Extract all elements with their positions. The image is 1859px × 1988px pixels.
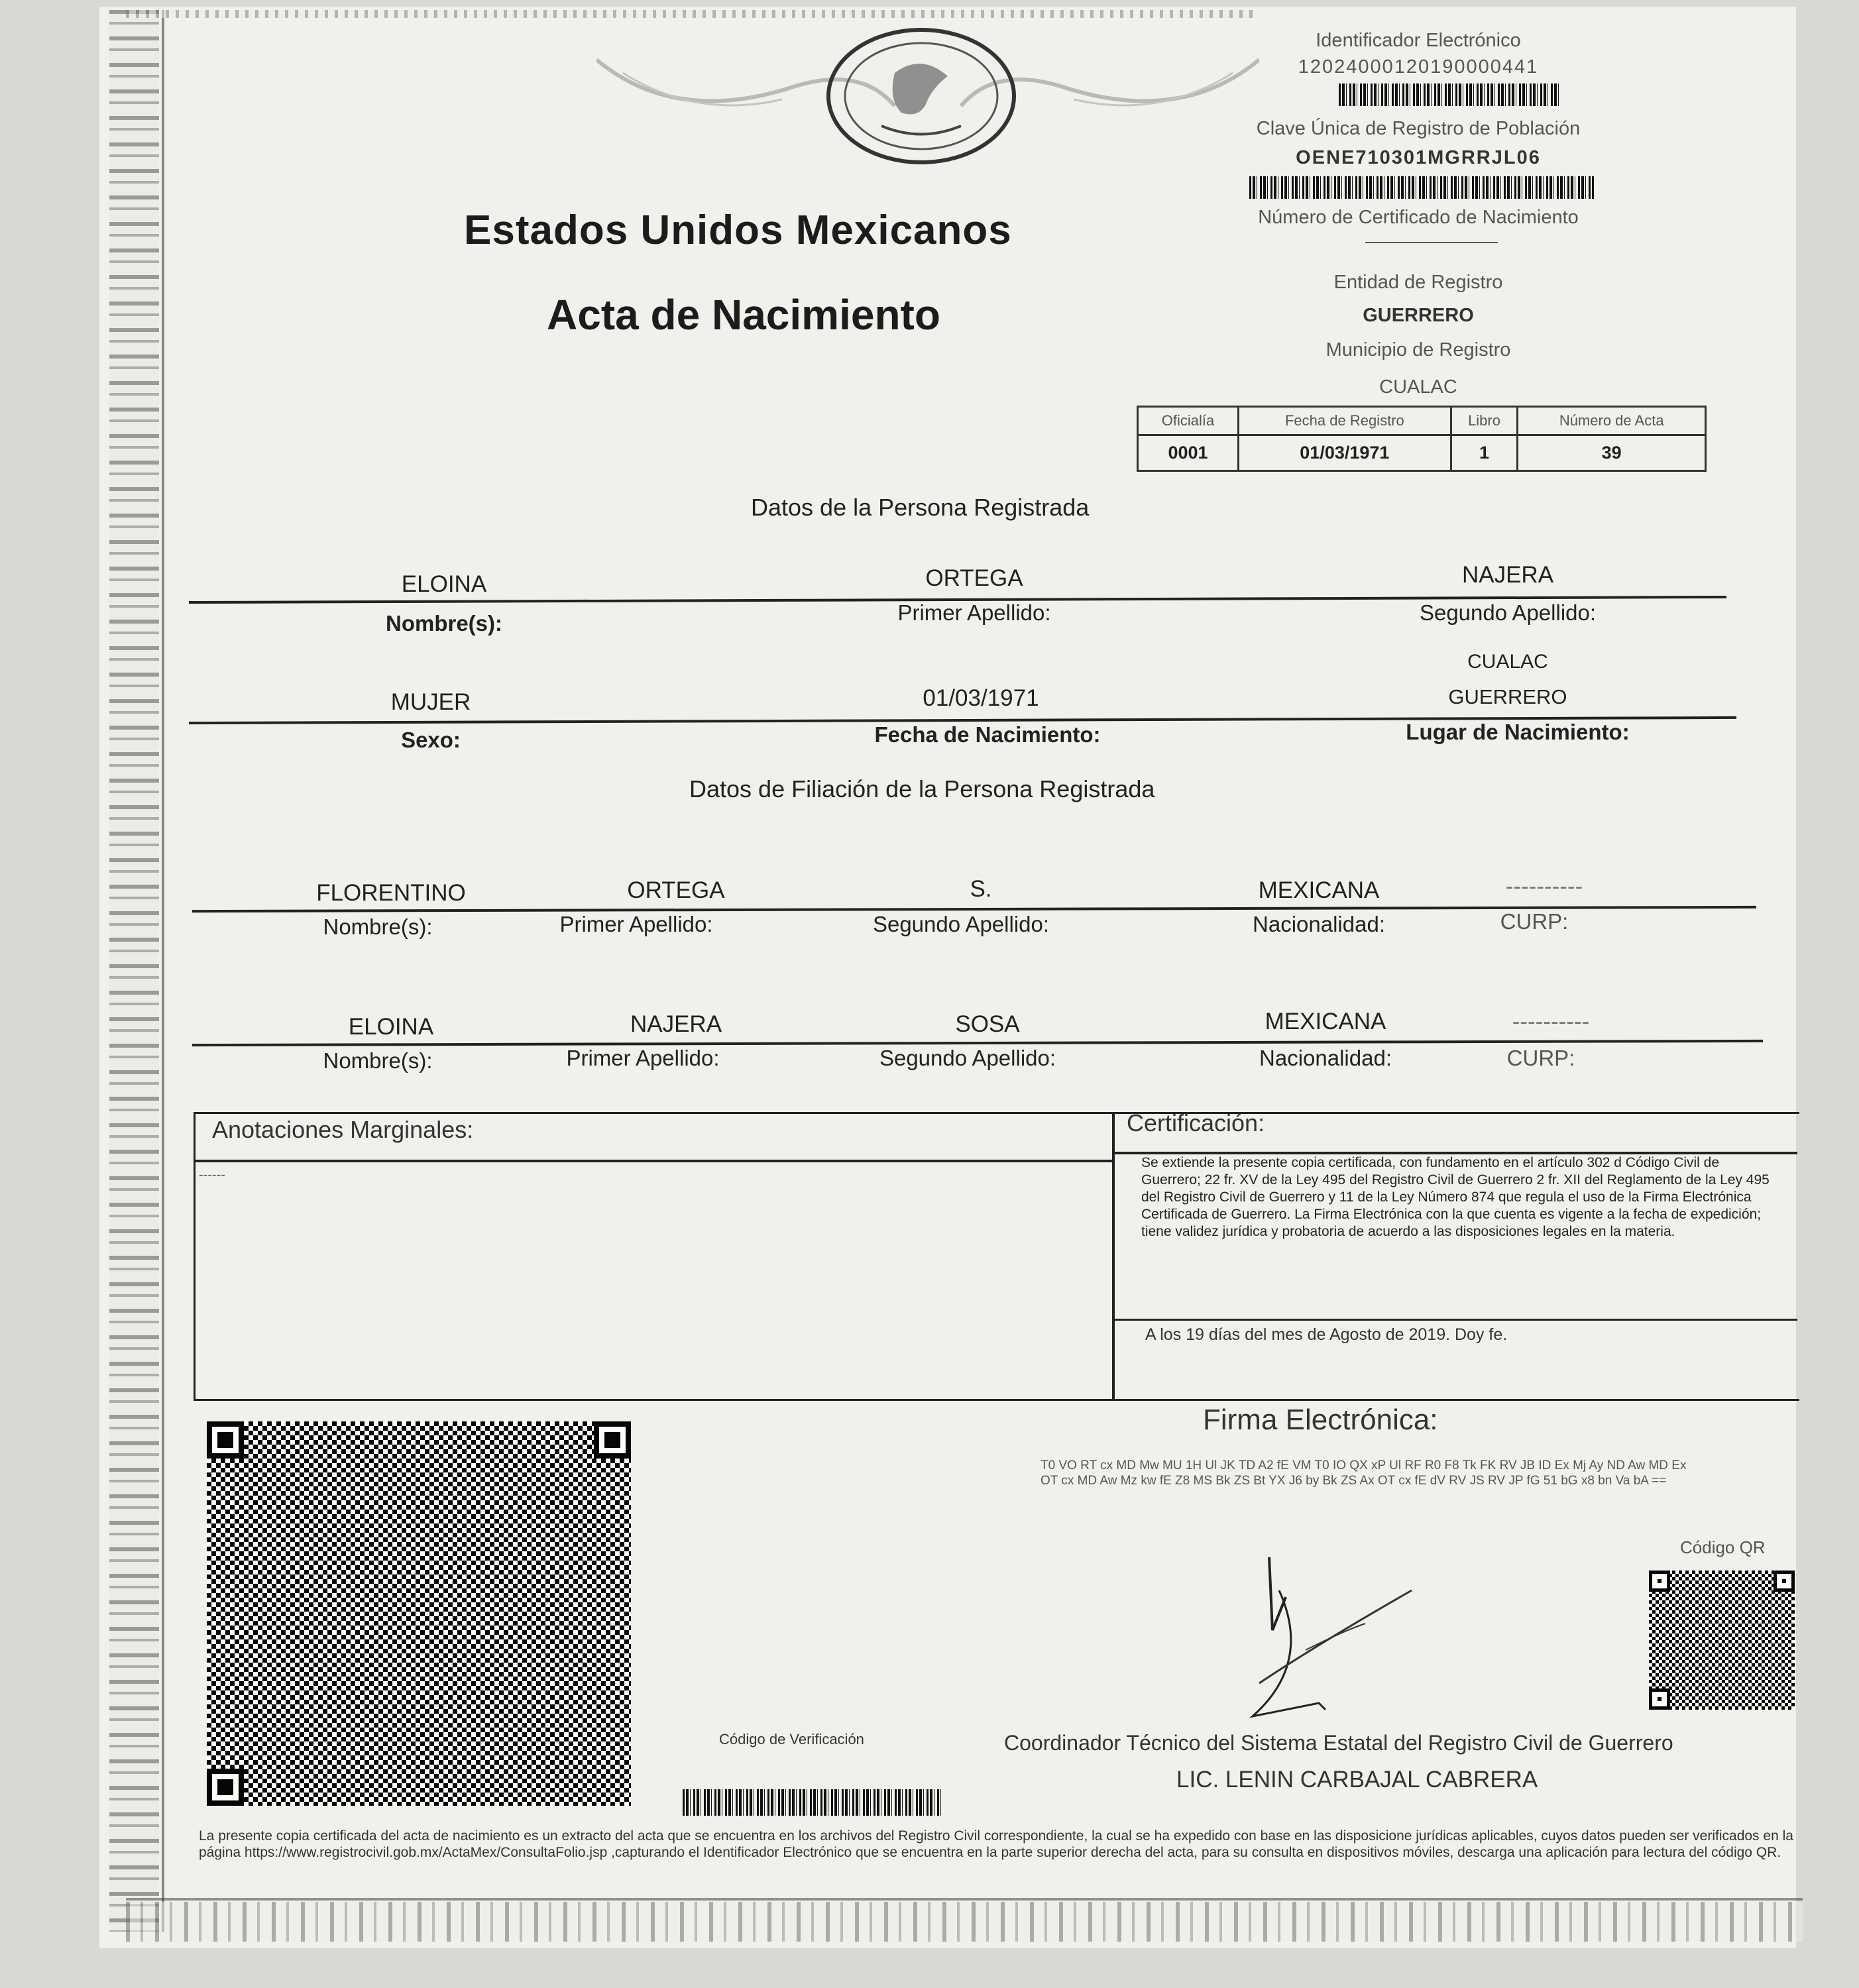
fecha-registro-value: 01/03/1971 bbox=[1239, 435, 1451, 471]
lugar-municipio: CUALAC bbox=[1467, 651, 1548, 673]
qr-finder-pattern bbox=[1649, 1688, 1670, 1710]
entidad-value: GUERRERO bbox=[1363, 305, 1474, 326]
madre-primer-apellido-label: Primer Apellido: bbox=[566, 1046, 720, 1070]
padre-primer-apellido: ORTEGA bbox=[627, 877, 725, 903]
municipio-value: CUALAC bbox=[1379, 376, 1457, 398]
firma-title: Firma Electrónica: bbox=[1203, 1404, 1438, 1436]
persona-section-title: Datos de la Persona Registrada bbox=[751, 494, 1090, 521]
persona-primer-apellido-label: Primer Apellido: bbox=[897, 600, 1051, 625]
certificacion-date-line bbox=[1113, 1319, 1797, 1321]
certificado-label: Número de Certificado de Nacimiento bbox=[1258, 207, 1579, 228]
coordinador-title: Coordinador Técnico del Sistema Estatal del Registro Civil de Guerrero bbox=[1004, 1731, 1673, 1755]
qr-finder-pattern bbox=[1649, 1571, 1670, 1592]
verification-barcode bbox=[683, 1789, 941, 1816]
persona-primer-apellido: ORTEGA bbox=[925, 565, 1023, 591]
padre-curp-label: CURP: bbox=[1500, 909, 1569, 934]
identificador-barcode bbox=[1339, 83, 1561, 106]
numero-acta-value: 39 bbox=[1518, 435, 1706, 471]
libro-value: 1 bbox=[1451, 435, 1518, 471]
padre-nacionalidad-label: Nacionalidad: bbox=[1253, 912, 1385, 936]
padre-segundo-apellido: S. bbox=[970, 876, 992, 902]
firma-qr-code bbox=[1649, 1571, 1795, 1710]
box-divider bbox=[1112, 1112, 1115, 1400]
padre-nombre: FLORENTINO bbox=[316, 880, 466, 906]
anotaciones-value: ------ bbox=[199, 1168, 225, 1182]
qr-finder-pattern bbox=[1774, 1571, 1795, 1592]
curp-value: OENE710301MGRRJL06 bbox=[1296, 147, 1541, 168]
madre-curp-label: CURP: bbox=[1506, 1046, 1575, 1070]
numero-acta-header: Número de Acta bbox=[1518, 407, 1706, 435]
madre-segundo-apellido: SOSA bbox=[955, 1011, 1020, 1037]
madre-primer-apellido: NAJERA bbox=[630, 1011, 722, 1037]
registro-table bbox=[1137, 406, 1707, 472]
madre-nacionalidad: MEXICANA bbox=[1265, 1009, 1386, 1034]
persona-sexo-label: Sexo: bbox=[401, 728, 461, 752]
qr-label: Código QR bbox=[1680, 1537, 1766, 1557]
decorative-border-left bbox=[109, 10, 159, 1932]
persona-segundo-apellido: NAJERA bbox=[1461, 562, 1554, 588]
document-title: Acta de Nacimiento bbox=[547, 291, 940, 339]
firma-hash: T0 VO RT cx MD Mw MU 1H Ul JK TD A2 fE VM T0 IO QX xP Ul RF R0 F8 Tk FK RV JB ID Ex Mj Ay ND Aw MD Ex OT cx MD Aw Mz kw fE Z8 MS Bk ZS Bt YX J6 by Bk ZS Ax OT cx fE dV RV JS RV JP fG 51 bG x8 bn Va bA == bbox=[1041, 1459, 1687, 1488]
padre-curp: ---------- bbox=[1505, 873, 1583, 899]
madre-nombre-label: Nombre(s): bbox=[323, 1048, 433, 1073]
qr-finder-pattern bbox=[594, 1421, 631, 1459]
padre-segundo-apellido-label: Segundo Apellido: bbox=[872, 912, 1050, 936]
padre-nombre-label: Nombre(s): bbox=[323, 914, 433, 939]
anotaciones-title: Anotaciones Marginales: bbox=[212, 1116, 474, 1143]
curp-label: Clave Única de Registro de Población bbox=[1256, 118, 1581, 139]
certificacion-title: Certificación: bbox=[1127, 1109, 1265, 1136]
padre-primer-apellido-label: Primer Apellido: bbox=[559, 912, 713, 936]
identificador-label: Identificador Electrónico bbox=[1316, 30, 1521, 51]
filiacion-section-title: Datos de Filiación de la Persona Registrada bbox=[689, 775, 1155, 802]
decorative-border-bottom bbox=[126, 1902, 1803, 1942]
verificacion-label: Código de Verificación bbox=[719, 1731, 864, 1747]
coat-of-arms-emblem bbox=[822, 27, 1021, 166]
verification-qr-code bbox=[207, 1421, 631, 1806]
persona-lugar-label: Lugar de Nacimiento: bbox=[1406, 720, 1630, 744]
lugar-estado: GUERRERO bbox=[1448, 685, 1567, 708]
certificado-line bbox=[1365, 242, 1498, 243]
madre-curp: ---------- bbox=[1512, 1009, 1590, 1034]
fecha-registro-header: Fecha de Registro bbox=[1239, 407, 1451, 435]
madre-segundo-apellido-label: Segundo Apellido: bbox=[879, 1046, 1056, 1070]
firmante-name: LIC. LENIN CARBAJAL CABRERA bbox=[1176, 1767, 1538, 1793]
persona-nombre: ELOINA bbox=[401, 571, 487, 597]
identificador-value: 12024000120190000441 bbox=[1298, 56, 1539, 78]
persona-segundo-apellido-label: Segundo Apellido: bbox=[1419, 600, 1597, 625]
padre-nacionalidad: MEXICANA bbox=[1258, 877, 1380, 903]
entidad-label: Entidad de Registro bbox=[1333, 272, 1503, 293]
madre-nacionalidad-label: Nacionalidad: bbox=[1259, 1046, 1392, 1070]
decorative-border-top bbox=[126, 10, 1253, 18]
anotaciones-header-line bbox=[194, 1160, 1113, 1162]
persona-nombre-label: Nombre(s): bbox=[385, 611, 502, 635]
madre-nombre: ELOINA bbox=[348, 1014, 434, 1040]
persona-sexo: MUJER bbox=[390, 689, 471, 715]
qr-finder-pattern bbox=[207, 1421, 244, 1459]
oficialia-header: Oficialía bbox=[1138, 407, 1239, 435]
municipio-label: Municipio de Registro bbox=[1325, 339, 1511, 360]
certificacion-text: Se extiende la presente copia certificada, con fundamento en el artículo 302 d Código Civil de Guerrero; 22 fr. XV de la Ley 495 del Registro Civil de Guerrero 2 fr. XII del Reglamento de la Ley 495 del Registro Civil de Guerrero y 11 de la Ley Número 874 que regula el uso de la Firma Electrónica Certificada de Guerrero. La Firma Electrónica con la que cuenta es vigente a la fecha de expedición; tiene validez jurídica y probatoria de acuerdo a las disposiciones legales en la materia. bbox=[1141, 1155, 1770, 1239]
persona-fecha-label: Fecha de Nacimiento: bbox=[874, 722, 1101, 747]
country-title: Estados Unidos Mexicanos bbox=[464, 207, 1012, 253]
oficialia-value: 0001 bbox=[1138, 435, 1239, 471]
curp-barcode bbox=[1249, 176, 1594, 199]
libro-header: Libro bbox=[1451, 407, 1518, 435]
handwritten-signature bbox=[1213, 1551, 1425, 1723]
qr-finder-pattern bbox=[207, 1769, 244, 1806]
persona-fecha-nacimiento: 01/03/1971 bbox=[923, 685, 1039, 711]
certificacion-date: A los 19 días del mes de Agosto de 2019. Doy fe. bbox=[1145, 1325, 1508, 1344]
footer-disclaimer: La presente copia certificada del acta de nacimiento es un extracto del acta que se encuentra en los archivos del Registro Civil correspondiente, la cual se ha expedido con base en las disposicione jurídicas aplicables, cuyos datos pueden ser verificados en la página https://www.registrocivil.gob.mx/ActaMex/ConsultaFolio.jsp ,capturando el Identificador Electrónico que se encuentra en la parte superior derecha del acta, para su consulta en dispositivos móviles, descarga una aplicación para lectura del código QR. bbox=[199, 1828, 1793, 1860]
